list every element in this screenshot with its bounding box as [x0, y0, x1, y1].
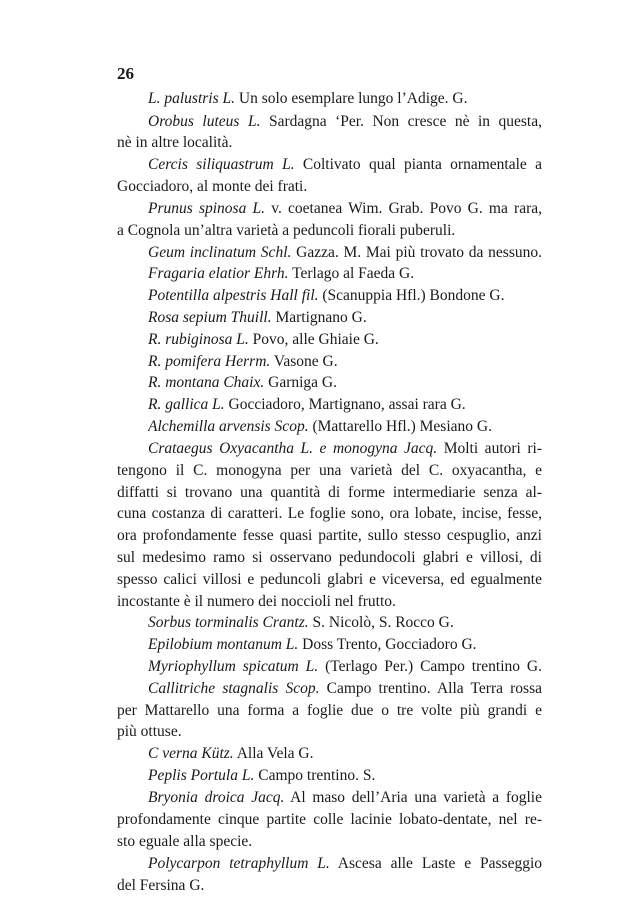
- species-name: Fragaria elatior Ehrh.: [148, 265, 289, 282]
- text-line: spesso calici villosi e peduncoli glabri e viceversa, ed egualmente: [117, 571, 542, 588]
- text-line: Alchemilla arvensis Scop. (Mattarello Hfl.) Mesiano G.: [148, 418, 492, 435]
- text-line: Bryonia droica Jacq. Al maso dell’Aria una varietà a foglie: [148, 789, 542, 806]
- page-number: 26: [117, 64, 134, 83]
- species-name: R. gallica L.: [148, 396, 225, 413]
- text-line: L. palustris L. Un solo esemplare lungo l’Adige. G.: [148, 90, 468, 107]
- species-name: Bryonia droica Jacq.: [148, 789, 285, 806]
- text-line: Gocciadoro, al monte dei frati.: [117, 178, 308, 195]
- text-line: C verna Kütz. Alla Vela G.: [148, 745, 314, 762]
- species-name: Polycarpon tetraphyllum L.: [148, 855, 330, 872]
- text-line: Orobus luteus L. Sardagna ‘Per. Non cresce nè in questa,: [148, 113, 542, 130]
- text-line: più ottuse.: [117, 723, 182, 740]
- text-line: sul medesimo ramo si osservano pedundocoli glabri e villosi, di: [117, 549, 542, 566]
- text-line: Prunus spinosa L. v. coetanea Wim. Grab. Povo G. ma rara,: [148, 200, 542, 217]
- text-line: Rosa sepium Thuill. Martignano G.: [148, 309, 367, 326]
- text-line: Sorbus torminalis Crantz. S. Nicolò, S. Rocco G.: [148, 614, 454, 631]
- text-line: Fragaria elatior Ehrh. Terlago al Faeda G.: [148, 265, 415, 282]
- text-line: R. montana Chaix. Garniga G.: [148, 374, 337, 391]
- text-line: R. pomifera Herrm. Vasone G.: [148, 353, 338, 370]
- species-name: Crataegus Oxyacantha L. e monogyna Jacq.: [148, 440, 438, 457]
- text-line: sto eguale alla specie.: [117, 833, 253, 850]
- text-line: Epilobium montanum L. Doss Trento, Gocciadoro G.: [148, 636, 477, 653]
- text-line: profondamente cinque partite colle lacinie lobato-dentate, nel re-: [117, 811, 542, 828]
- text-line: cuna costanza di caratteri. Le foglie sono, ora lobate, incise, fesse,: [117, 505, 542, 522]
- text-line: ora profondamente fesse quasi partite, sullo stesso cespuglio, anzi: [117, 527, 542, 544]
- species-name: R. montana Chaix.: [148, 374, 265, 391]
- species-name: Sorbus torminalis Crantz.: [148, 614, 309, 631]
- species-name: R. rubiginosa L.: [148, 331, 249, 348]
- text-line: a Cognola un’altra varietà a peduncoli fiorali puberuli.: [117, 222, 456, 239]
- text-line: incostante è il numero dei noccioli nel frutto.: [117, 593, 396, 610]
- text-line: Geum inclinatum Schl. Gazza. M. Mai più trovato da nessuno.: [148, 244, 542, 261]
- species-name: Geum inclinatum Schl.: [148, 244, 292, 261]
- species-name: Rosa sepium Thuill.: [148, 309, 272, 326]
- text-line: tengono il C. monogyna per una varietà del C. oxyacantha, e: [117, 462, 542, 479]
- species-name: Prunus spinosa L.: [148, 200, 266, 217]
- text-line: Cercis siliquastrum L. Coltivato qual pianta ornamentale a: [148, 156, 542, 173]
- text-line: Myriophyllum spicatum L. (Terlago Per.) Campo trentino G.: [148, 658, 542, 675]
- species-name: Alchemilla arvensis Scop.: [148, 418, 309, 435]
- species-name: Peplis Portula L.: [148, 767, 255, 784]
- text-line: Crataegus Oxyacantha L. e monogyna Jacq. Molti autori ri-: [148, 440, 542, 457]
- text-line: nè in altre località.: [117, 134, 233, 151]
- text-line: del Fersina G.: [117, 877, 205, 894]
- species-name: Orobus luteus L.: [148, 113, 261, 130]
- species-name: Cercis siliquastrum L.: [148, 156, 295, 173]
- text-line: Potentilla alpestris Hall fil. (Scanuppia Hfl.) Bondone G.: [148, 287, 505, 304]
- text-line: diffatti si trovano una quantità di forme intermediarie senza al-: [117, 484, 542, 501]
- species-name: Potentilla alpestris Hall fil.: [148, 287, 319, 304]
- text-line: Peplis Portula L. Campo trentino. S.: [148, 767, 376, 784]
- species-name: L. palustris L.: [148, 90, 236, 107]
- species-name: C verna Kütz.: [148, 745, 234, 762]
- species-name: Myriophyllum spicatum L.: [148, 658, 319, 675]
- text-line: R. rubiginosa L. Povo, alle Ghiaie G.: [148, 331, 379, 348]
- text-line: R. gallica L. Gocciadoro, Martignano, assai rara G.: [148, 396, 466, 413]
- text-line: per Mattarello una forma a foglie due o tre volte più grandi e: [117, 702, 542, 719]
- text-line: Callitriche stagnalis Scop. Campo trentino. Alla Terra rossa: [148, 680, 542, 697]
- species-name: Epilobium montanum L.: [148, 636, 299, 653]
- species-name: Callitriche stagnalis Scop.: [148, 680, 320, 697]
- species-name: R. pomifera Herrm.: [148, 353, 271, 370]
- text-line: Polycarpon tetraphyllum L. Ascesa alle Laste e Passeggio: [148, 855, 542, 872]
